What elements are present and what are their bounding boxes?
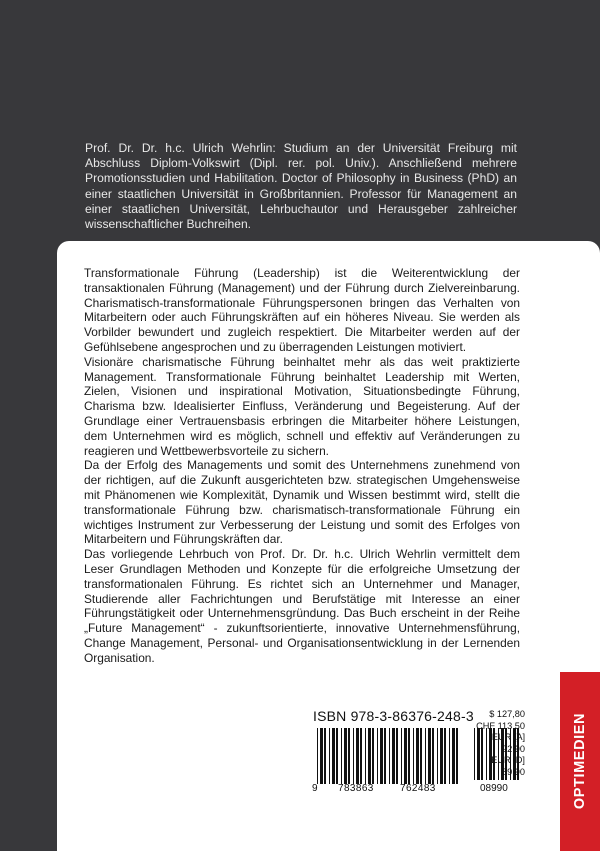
barcode-bar [372,728,374,784]
publisher-logo: OPTIMEDIEN [572,712,588,810]
barcode-bar [444,728,446,784]
barcode-bar [416,728,419,784]
barcode-bar [449,728,450,784]
author-bio: Prof. Dr. Dr. h.c. Ulrich Wehrlin: Studium an der Universität Freiburg mit Abschluss Diplom-Volkswirt (Dipl. rer. pol. Univ.). Anschließend mehrere Promotionsstudien und Habilitation. Doctor of Philosophy in Business (PhD) an einer staatlichen Universität in Großbritannien. Professor für Management an einer staatlichen Universität, Lehrbuchautor und Herausgeber zahlreicher wissenschaftlicher Buchreihen. [85,141,517,232]
ean-first-digit: 9 [312,783,318,794]
barcode-bar [332,728,335,784]
description-paragraph: Visionäre charismatische Führung beinhaltet mehr als das weit praktizierte Management. Transformationale Führung beinhaltet Leadership mit Werten, Zielen, Visionen und inspirational Motivation, Situationsbedingte Führung, Charisma bzw. Idealisierter Einfluss, Veränderung und Begeisterung. Auf der Grundlage einer Vertrauensbasis erbringen die Mitarbeiter höhere Leistungen, dem Unternehmen wird es möglich, schnell und effektiv auf Veränderungen zu reagieren und Wettbewerbsvorteile zu sichern. [84,354,520,458]
barcode-bar [380,728,383,784]
barcode-bar [440,728,443,784]
barcode-bar [408,728,410,784]
price-eur-d: EUR [D] 89,90 [491,755,525,777]
barcode-bar [365,728,366,784]
barcode-bar [404,728,407,784]
barcode-bar [320,728,323,784]
barcode-bar [377,728,378,784]
barcode-bar [336,728,338,784]
price-list [472,709,525,778]
description-paragraph: Transformationale Führung (Leadership) ist die Weiterentwicklung der transaktionalen Führung (Management) und der Führung durch Zielvereinbarung. Charismatisch-transformationale Führungspersonen bringen das Verhalten von Mitarbeitern oder auch Führungskräften auf ein höheres Niveau. Sie werden als Vorbilder bewundert und zugleich respektiert. Die Mitarbeiter werden auf der Gefühlsebene angesprochen und zu überragenden Leistungen motiviert. [84,266,520,354]
addon-digits: 08990 [480,783,508,794]
barcode-bar [353,728,354,784]
barcode-bar [452,728,455,784]
ean-right-group: 762483 [400,783,436,794]
barcode-bar [344,728,347,784]
barcode-bar [437,728,438,784]
barcode-bar [329,728,330,784]
barcode-bar [456,728,458,784]
barcode-bar [396,728,398,784]
barcode-bar [360,728,362,784]
barcode-bar [324,728,326,784]
description-paragraph: Das vorliegende Lehrbuch von Prof. Dr. Dr. h.c. Ulrich Wehrlin vermittelt dem Leser Grundlagen Methoden und Konzepte für die erfolgreiche Umsetzung der transformationalen Führung. Es richtet sich an Unternehmer und Manager, Studierende aller Fachrichtungen und Berufstätige mit Interesse an einer Führungstätigkeit oder Unternehmensgründung. Das Buch erscheint in der Reihe „Future Management“ - zukunftsorientierte, innovative Unternehmensführung, Change Management, Personal- und Organisationsentwicklung in der Lernenden Organisation. [84,547,520,665]
barcode-bar [389,728,390,784]
price-usd: $ 127,80 [489,709,525,719]
barcode-bar [384,728,386,784]
barcode-bar [432,728,434,784]
book-description [84,266,520,666]
barcode-bar [341,728,342,784]
barcode-bar [425,728,426,784]
barcode-bar [428,728,431,784]
barcode-bar [413,728,414,784]
isbn-label: ISBN 978-3-86376-248-3 [313,708,474,724]
barcode-bar [317,728,318,784]
price-chf: CHF 113,50 [476,720,525,731]
barcode-bar [368,728,371,784]
barcode-bar [401,728,402,784]
ean-left-group: 783863 [338,783,374,794]
description-paragraph: Da der Erfolg des Managements und somit des Unternehmens zunehmend von der richtigen, auf die Zukunft ausgerichteten bzw. strategischen Umgehensweise mit Phänomenen wie Komplexität, Dynamik und Wissen bestimmt wird, stellt die transformationale Führung bzw. charismatisch-transformationale Führung ein wichtiges Instrument zur Verbesserung der Leistung und somit des Erfolges von Mitarbeitern und Führungskräften dar. [84,458,520,547]
barcode-bar [420,728,422,784]
barcode-bar [348,728,350,784]
price-eur-a: EUR [A] 92,90 [491,732,525,754]
barcode-bar [392,728,395,784]
barcode-bar [356,728,359,784]
